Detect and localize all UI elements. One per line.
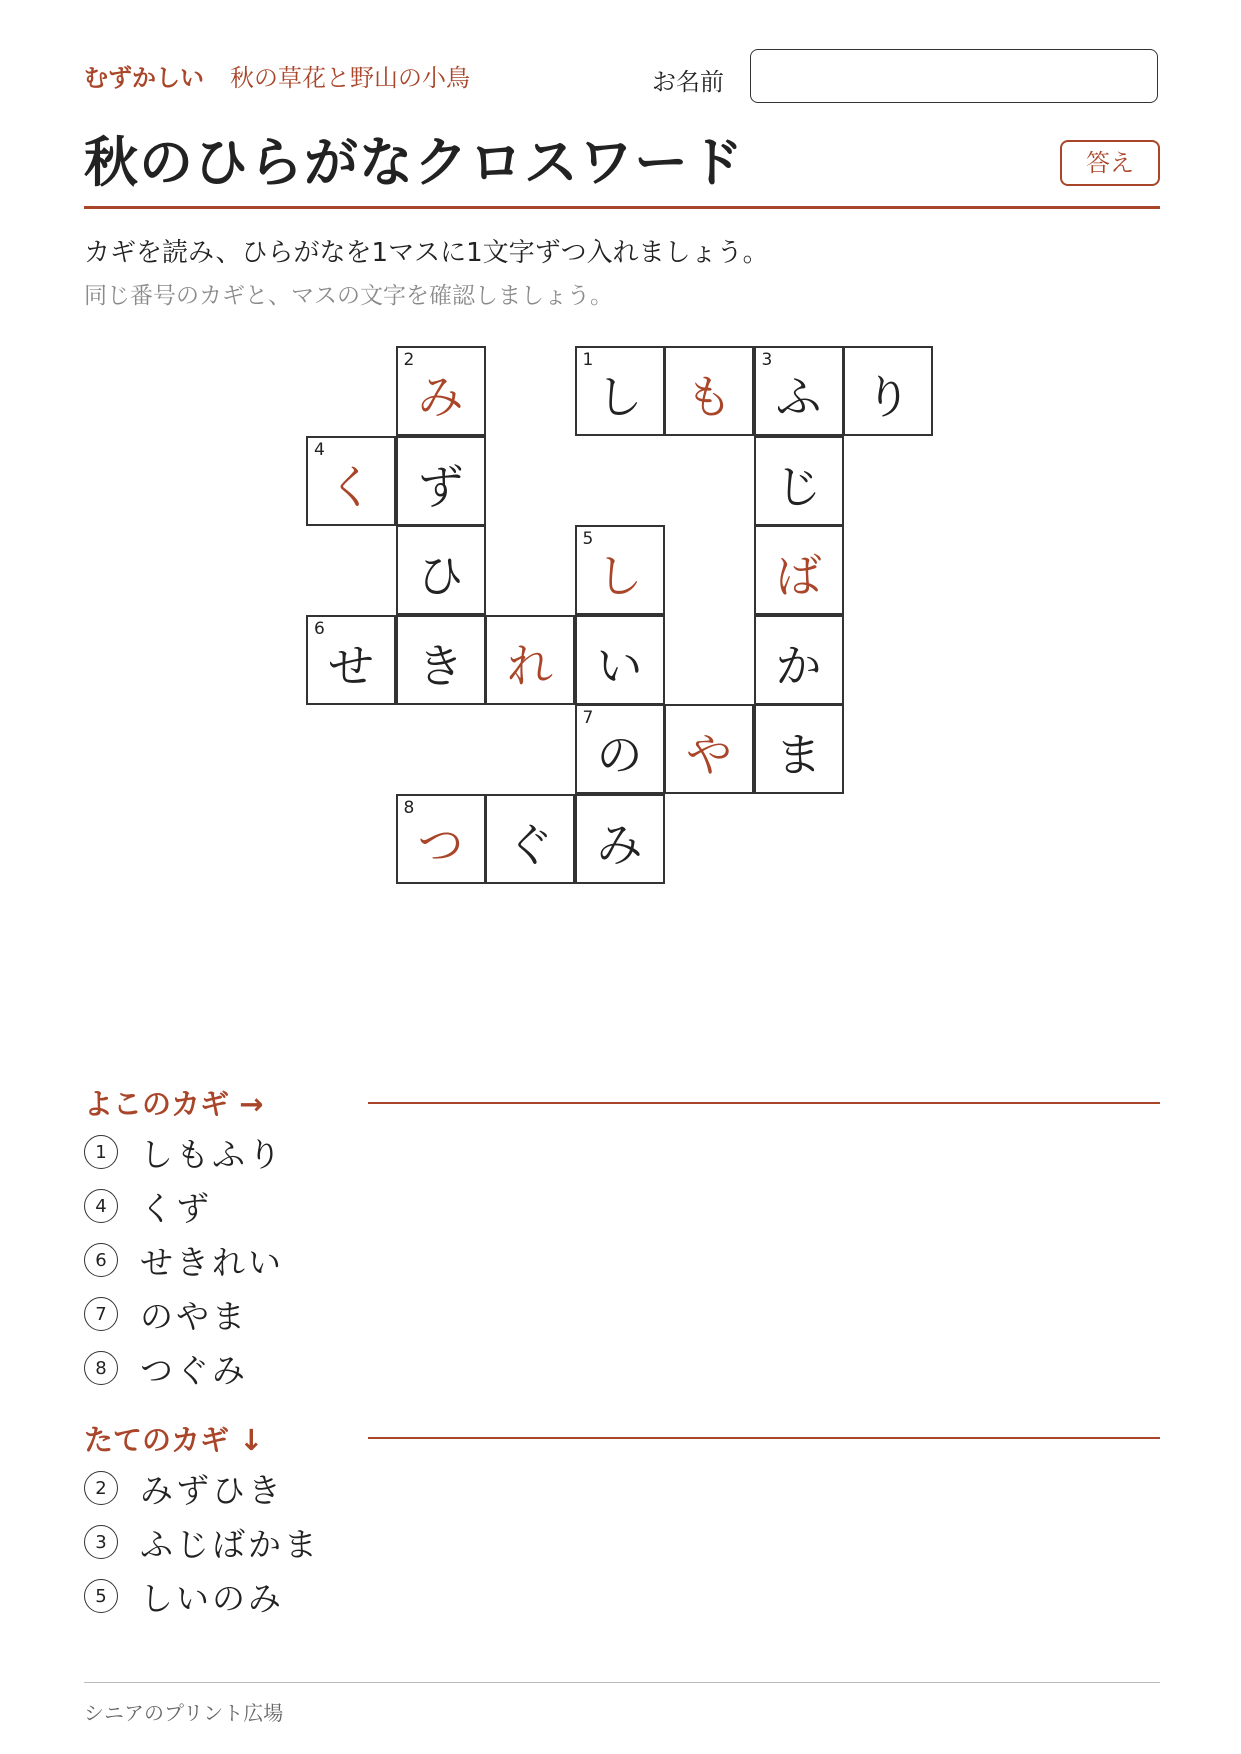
clue-number: 8: [84, 1351, 118, 1385]
grid-cell[interactable]: [396, 794, 486, 884]
down-divider: [368, 1437, 1160, 1439]
cell-char: も: [686, 370, 732, 424]
clue-number: 5: [84, 1579, 118, 1613]
cell-char: し: [596, 370, 643, 424]
cell-number: 5: [582, 529, 594, 549]
clue-row: [84, 1130, 284, 1174]
grid-cell[interactable]: [396, 436, 486, 526]
grid-cell[interactable]: [575, 794, 665, 884]
instruction-primary: カギを読み、ひらがなを1マスに1文字ずつ入れましょう。: [84, 238, 769, 268]
cell-number: 3: [761, 350, 773, 370]
footer-text: シニアのプリント広場: [84, 1701, 284, 1725]
instruction-secondary: 同じ番号のカギと、マスの文字を確認しましょう。: [84, 283, 613, 309]
down-heading: たてのカギ ↓: [84, 1423, 264, 1457]
clue-answer: ふじばかま: [140, 1524, 320, 1564]
clue-answer: つぐみ: [140, 1350, 248, 1390]
grid-cell[interactable]: [306, 436, 396, 526]
grid-cell[interactable]: [754, 525, 844, 615]
clue-answer: みずひき: [140, 1470, 284, 1510]
grid-cell[interactable]: [396, 346, 486, 436]
clue-row: [84, 1292, 248, 1336]
grid-cell[interactable]: [754, 704, 844, 794]
across-heading: よこのカギ →: [84, 1087, 264, 1121]
cell-char: ま: [775, 728, 822, 782]
cell-number: 1: [582, 350, 594, 370]
cell-char: れ: [507, 638, 553, 693]
grid-cell[interactable]: [754, 615, 844, 705]
clue-number: 7: [84, 1297, 118, 1331]
cell-char: く: [328, 459, 374, 514]
clue-row: [84, 1346, 248, 1390]
cell-number: 8: [403, 797, 415, 818]
grid-cell[interactable]: [396, 615, 486, 705]
grid-cell[interactable]: [575, 704, 665, 794]
grid-cell[interactable]: [485, 794, 575, 884]
clue-answer: のやま: [140, 1296, 248, 1336]
answer-button[interactable]: 答え: [1060, 140, 1160, 186]
cell-char: き: [417, 638, 464, 693]
grid-cell[interactable]: [485, 615, 575, 705]
cell-char: ふ: [775, 370, 822, 424]
grid-cell[interactable]: [843, 346, 933, 436]
clue-answer: しいのみ: [140, 1578, 284, 1618]
clue-answer: せきれい: [140, 1242, 284, 1282]
cell-char: や: [686, 728, 732, 782]
grid-cell[interactable]: [396, 525, 486, 615]
clue-number: 2: [84, 1471, 118, 1505]
cell-char: い: [596, 638, 643, 693]
cell-char: り: [865, 370, 911, 424]
difficulty-label: むずかしい: [84, 64, 204, 92]
clue-row: [84, 1238, 284, 1282]
clue-row: [84, 1466, 284, 1510]
clue-row: [84, 1520, 320, 1564]
grid-cell[interactable]: [664, 346, 754, 436]
cell-char: じ: [775, 459, 822, 514]
clue-row: [84, 1184, 212, 1228]
grid-cell[interactable]: [306, 615, 396, 705]
grid-cell[interactable]: [575, 615, 665, 705]
cell-char: か: [775, 638, 822, 693]
clue-answer: くず: [140, 1188, 212, 1228]
footer-divider: [84, 1682, 1160, 1683]
cell-char: せ: [328, 638, 374, 693]
cell-char: つ: [417, 817, 464, 872]
clue-answer: しもふり: [140, 1134, 284, 1174]
clue-row: [84, 1574, 284, 1618]
grid-cell[interactable]: [754, 346, 844, 436]
cell-char: み: [596, 817, 643, 872]
grid-cell[interactable]: [754, 436, 844, 526]
grid-cell[interactable]: [575, 346, 665, 436]
cell-char: の: [596, 728, 643, 782]
cell-number: 4: [314, 439, 325, 460]
clue-number: 6: [84, 1243, 118, 1277]
clue-number: 3: [84, 1525, 118, 1559]
cell-char: ば: [775, 549, 822, 603]
grid-cell[interactable]: [664, 704, 754, 794]
clue-number: 1: [84, 1135, 118, 1169]
cell-char: ひ: [417, 549, 464, 603]
cell-char: し: [596, 549, 643, 603]
cell-char: ず: [417, 459, 464, 514]
clue-number: 4: [84, 1189, 118, 1223]
cell-char: み: [417, 370, 464, 424]
cell-char: ぐ: [507, 817, 553, 872]
name-label: お名前: [652, 68, 724, 96]
cell-number: 2: [403, 350, 415, 370]
page-title: 秋のひらがなクロスワード: [84, 131, 744, 194]
cell-number: 6: [314, 618, 325, 639]
grid-cell[interactable]: [575, 525, 665, 615]
topic-label: 秋の草花と野山の小鳥: [230, 64, 470, 92]
cell-number: 7: [582, 708, 594, 728]
across-divider: [368, 1102, 1160, 1104]
